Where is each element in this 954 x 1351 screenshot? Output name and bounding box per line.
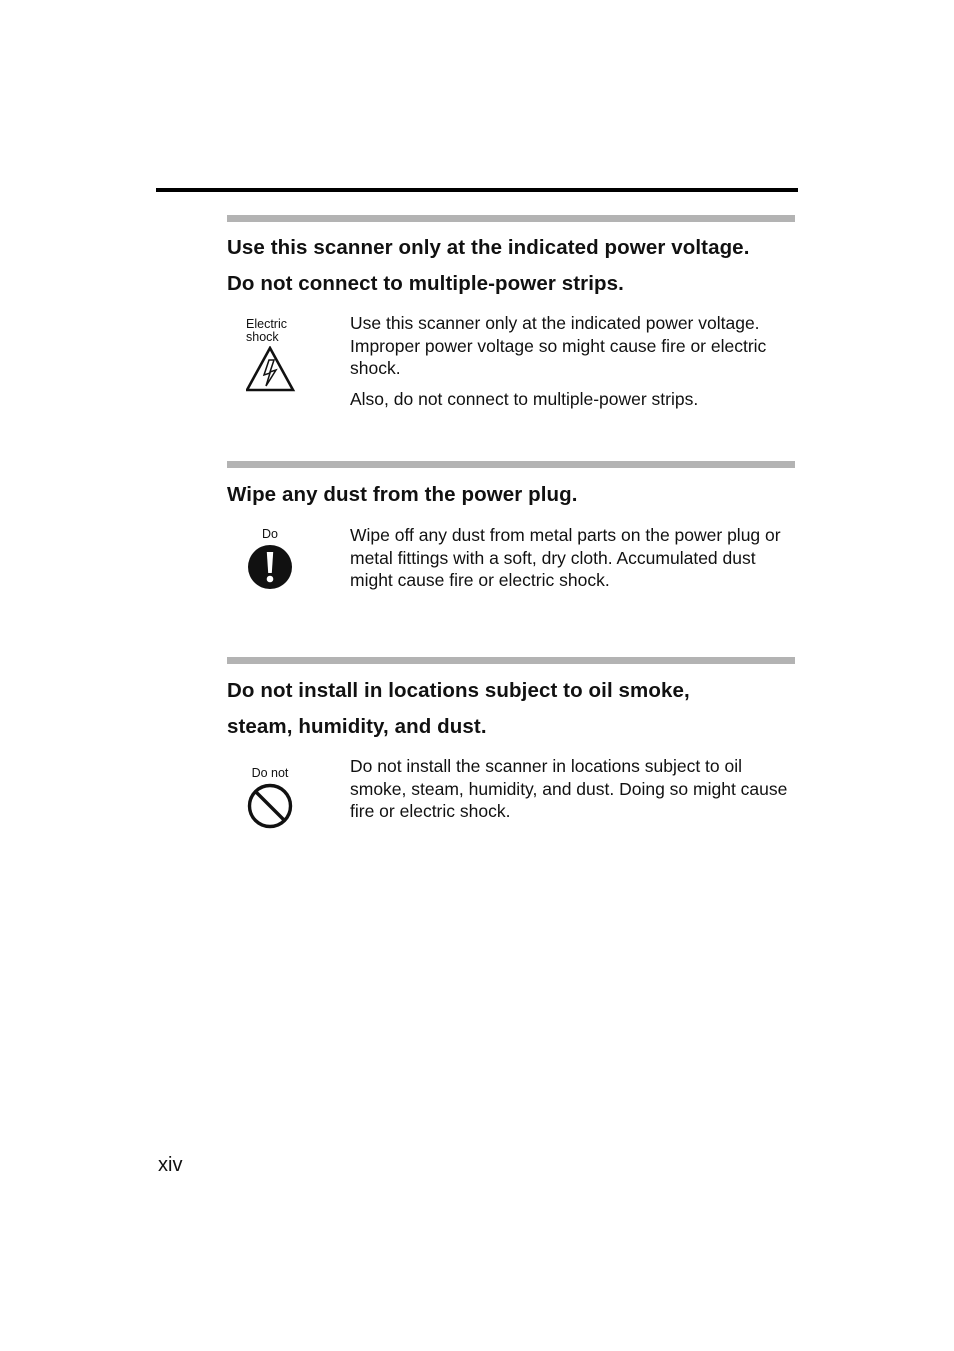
electric-shock-warning-icon — [246, 346, 302, 398]
icon-label: Electric — [246, 317, 287, 331]
section-text — [350, 755, 795, 823]
body-paragraph: Do not install the scanner in locations subject to oil smoke, steam, humidity, and dust. Doing so might cause fire or electric shock. — [350, 756, 788, 821]
body-paragraph: Also, do not connect to multiple-power strips. — [350, 388, 699, 409]
header-rule — [156, 188, 798, 192]
heading-line: Do not install in locations subject to oil smoke, — [227, 679, 690, 702]
caution-section-oil-smoke — [227, 657, 795, 823]
mandatory-action-icon — [247, 544, 293, 590]
section-divider-bar — [227, 461, 795, 468]
icon-label: Do not — [251, 766, 289, 780]
icon-label: Do — [262, 527, 278, 541]
heading-line: steam, humidity, and dust. — [227, 715, 487, 738]
icon-group — [247, 528, 293, 590]
heading-line: Wipe any dust from the power plug. — [227, 483, 578, 506]
section-divider-bar — [227, 215, 795, 222]
body-paragraph: Use this scanner only at the indicated power voltage. Improper power voltage so might cause fire or electric shock. — [350, 313, 767, 378]
section-heading — [227, 477, 795, 513]
section-body — [227, 755, 795, 823]
page-number: xiv — [158, 1154, 183, 1176]
caution-section-power-voltage — [227, 215, 795, 410]
section-body — [227, 312, 795, 410]
section-heading — [227, 230, 795, 302]
section-heading — [227, 673, 795, 745]
prohibition-icon — [247, 783, 293, 829]
heading-line: Use this scanner only at the indicated power voltage. — [227, 236, 750, 259]
icon-label: shock — [246, 330, 279, 344]
icon-group — [247, 767, 293, 829]
heading-line: Do not connect to multiple-power strips. — [227, 272, 624, 295]
section-text — [350, 312, 795, 410]
body-paragraph: Wipe off any dust from metal parts on the power plug or metal fittings with a soft, dry cloth. Accumulated dust might cause fire or electric shock. — [350, 525, 781, 590]
section-divider-bar — [227, 657, 795, 664]
caution-section-dust-plug — [227, 461, 795, 592]
section-text — [350, 524, 795, 592]
icon-group — [246, 318, 334, 398]
section-body — [227, 524, 795, 592]
